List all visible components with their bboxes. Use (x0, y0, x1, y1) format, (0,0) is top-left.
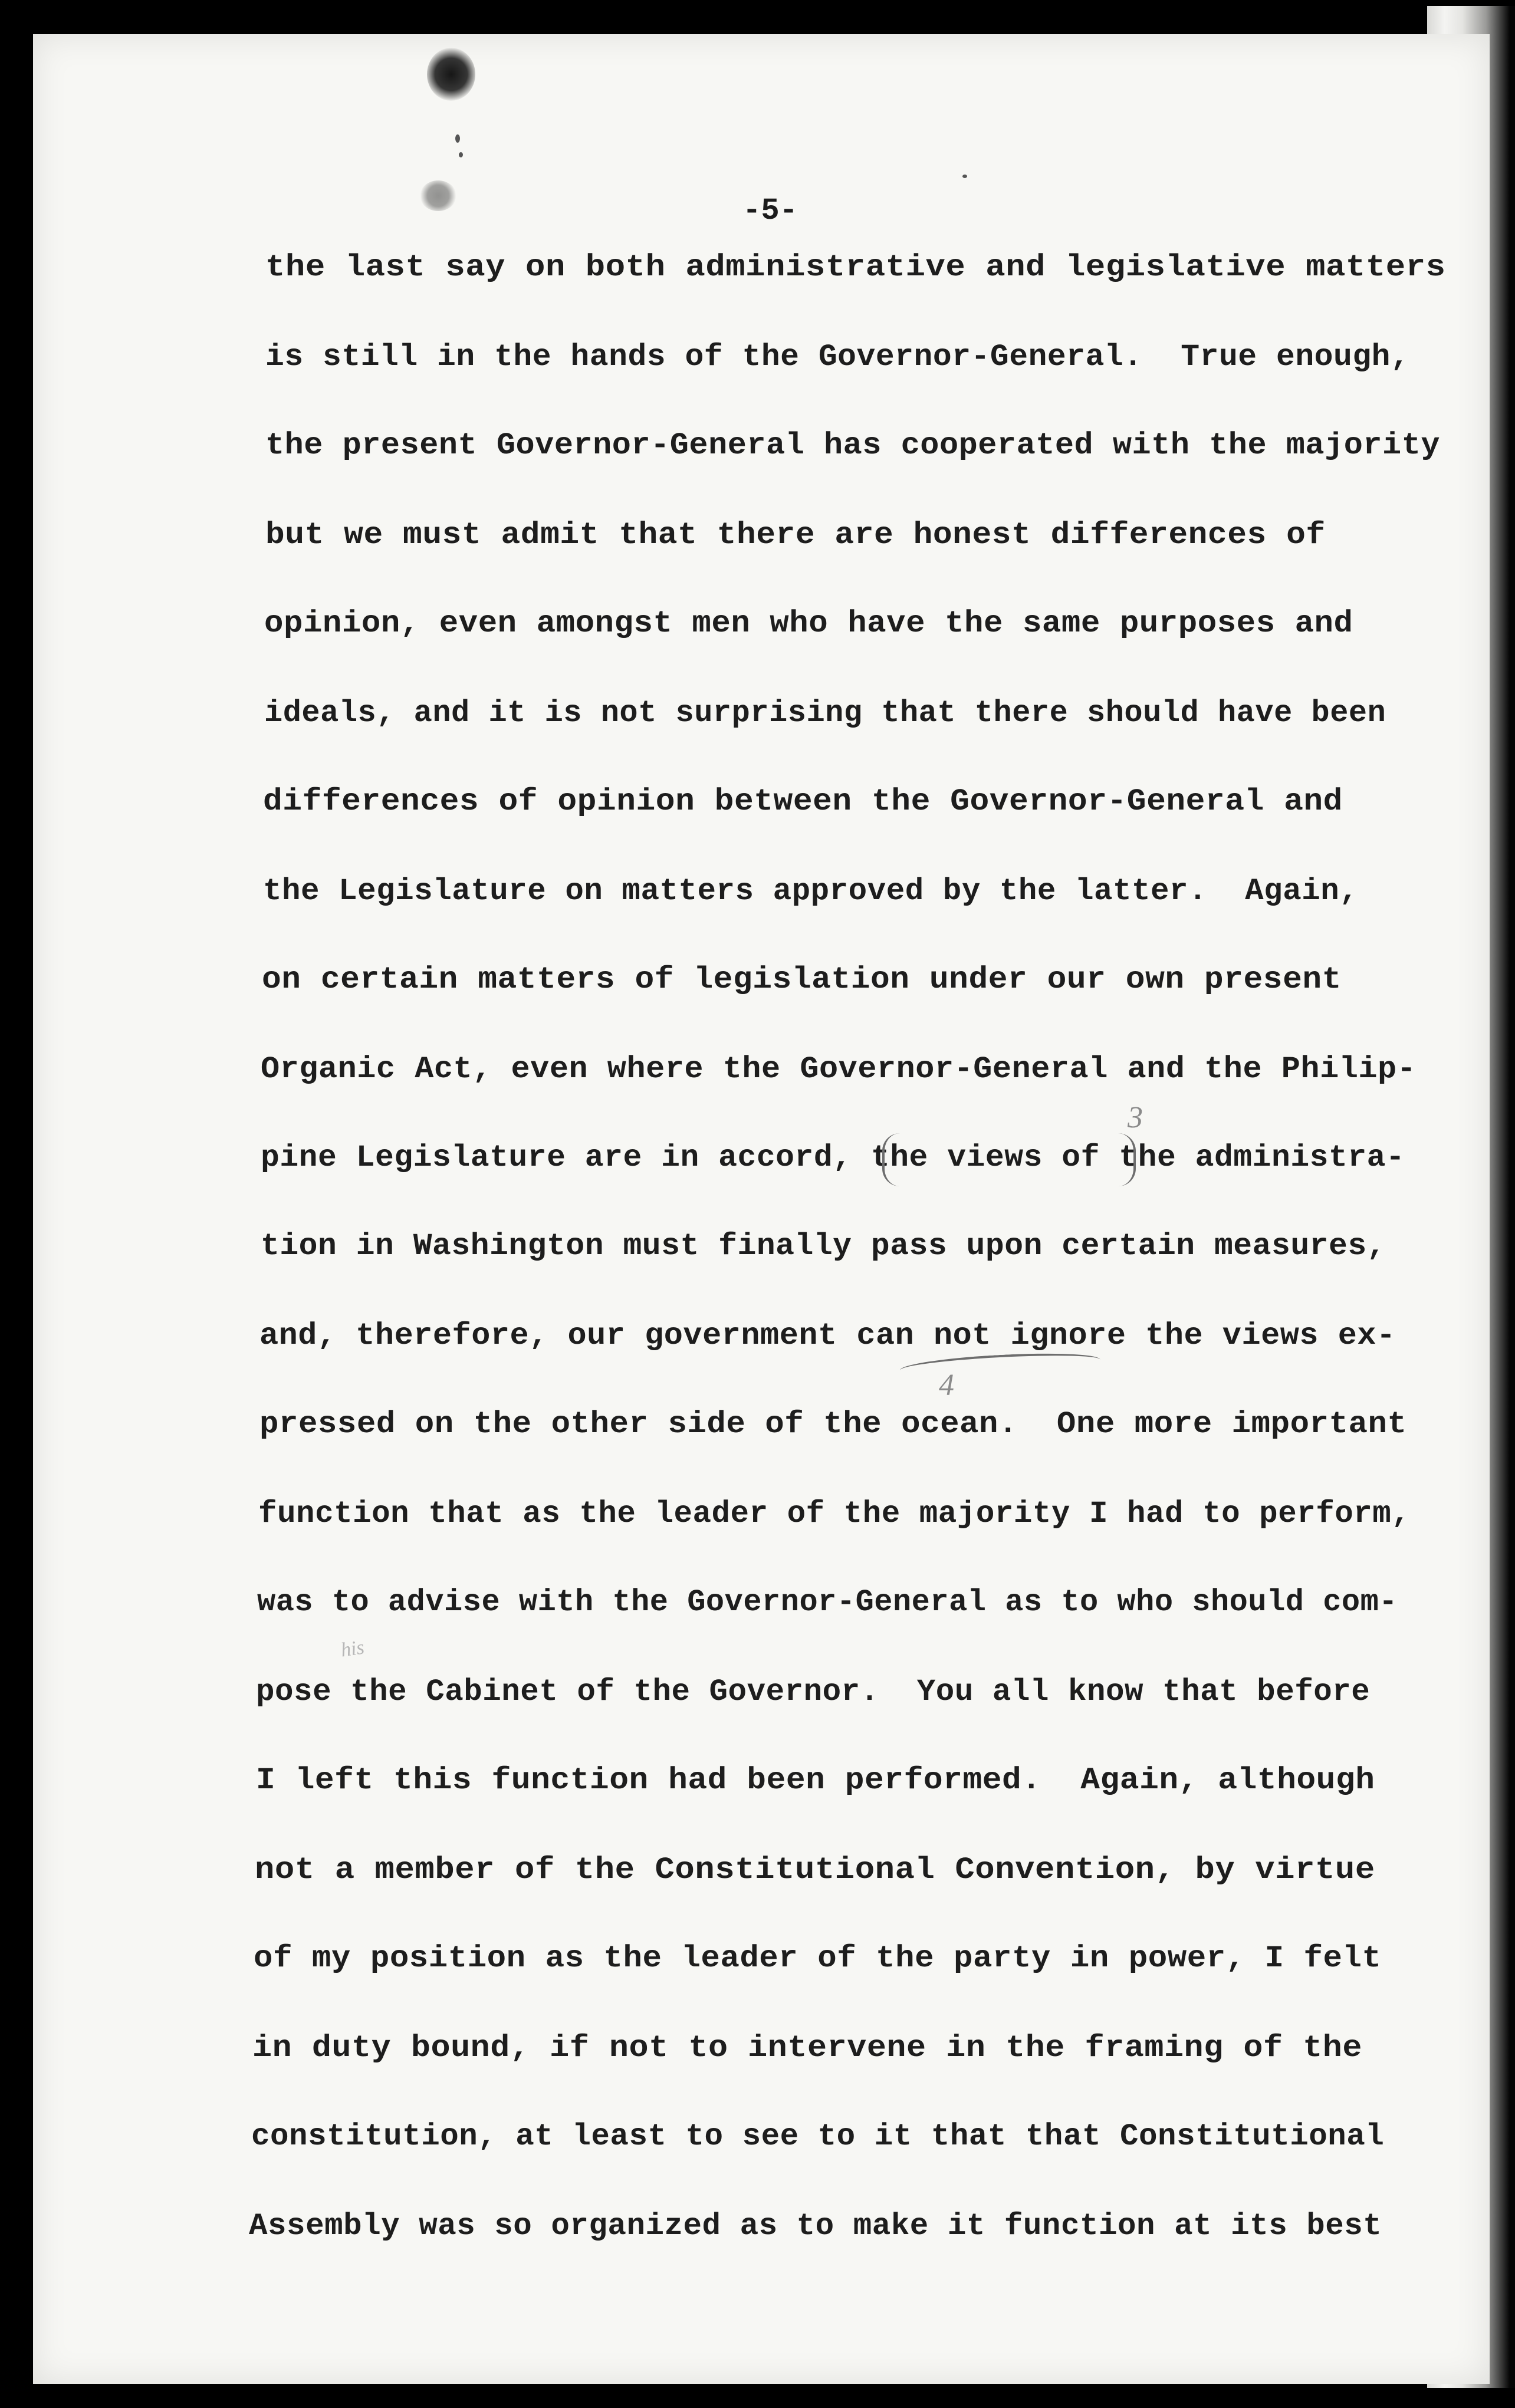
text-line: and, therefore, our government can not ignore the views ex- (259, 1318, 1396, 1353)
margin-numeral-4: 4 (939, 1369, 954, 1402)
text-line: the Legislature on matters approved by the latter. Again, (263, 874, 1359, 909)
pencil-bracket-close (1116, 1133, 1136, 1186)
text-line: Assembly was so organized as to make it function at its best (249, 2209, 1382, 2243)
text-line: ideals, and it is not surprising that there should have been (264, 696, 1386, 731)
text-line: pose the Cabinet of the Governor. You all know that before (256, 1675, 1371, 1709)
text-line: opinion, even amongst men who have the same purposes and (264, 606, 1353, 641)
margin-numeral-3: 3 (1128, 1101, 1143, 1134)
text-line: not a member of the Constitutional Convention, by virtue (255, 1853, 1375, 1887)
text-line: is still in the hands of the Governor-General. True enough, (265, 340, 1410, 374)
pencil-bracket-open (882, 1133, 902, 1186)
text-line: function that as the leader of the majority I had to perform, (258, 1496, 1411, 1531)
pencil-note: his (339, 1636, 366, 1662)
text-line: constitution, at least to see to it that that Constitutional (251, 2119, 1385, 2154)
text-line: Organic Act, even where the Governor-General and the Philip- (261, 1052, 1417, 1087)
text-line: the last say on both administrative and legislative matters (265, 250, 1446, 285)
text-line: was to advise with the Governor-General as to who should com- (257, 1585, 1398, 1620)
text-line: I left this function had been performed. Again, although (256, 1763, 1375, 1798)
text-line: but we must admit that there are honest differences of (265, 518, 1326, 552)
page-number: -5- (742, 193, 798, 228)
text-line: in duty bound, if not to intervene in the framing of the (252, 2031, 1363, 2065)
text-line: on certain matters of legislation under our own present (262, 962, 1342, 997)
text-line: of my position as the leader of the party in power, I felt (254, 1941, 1382, 1976)
body-text (33, 34, 1490, 2384)
text-line: pressed on the other side of the ocean. One more important (259, 1407, 1407, 1442)
text-line: pine Legislature are in accord, the views of the administra- (261, 1140, 1405, 1175)
text-line: tion in Washington must finally pass upon certain measures, (261, 1229, 1386, 1264)
text-line: the present Governor-General has cooperated with the majority (265, 428, 1441, 463)
text-line: differences of opinion between the Governor-General and (263, 784, 1343, 819)
typewritten-sheet (33, 34, 1490, 2384)
